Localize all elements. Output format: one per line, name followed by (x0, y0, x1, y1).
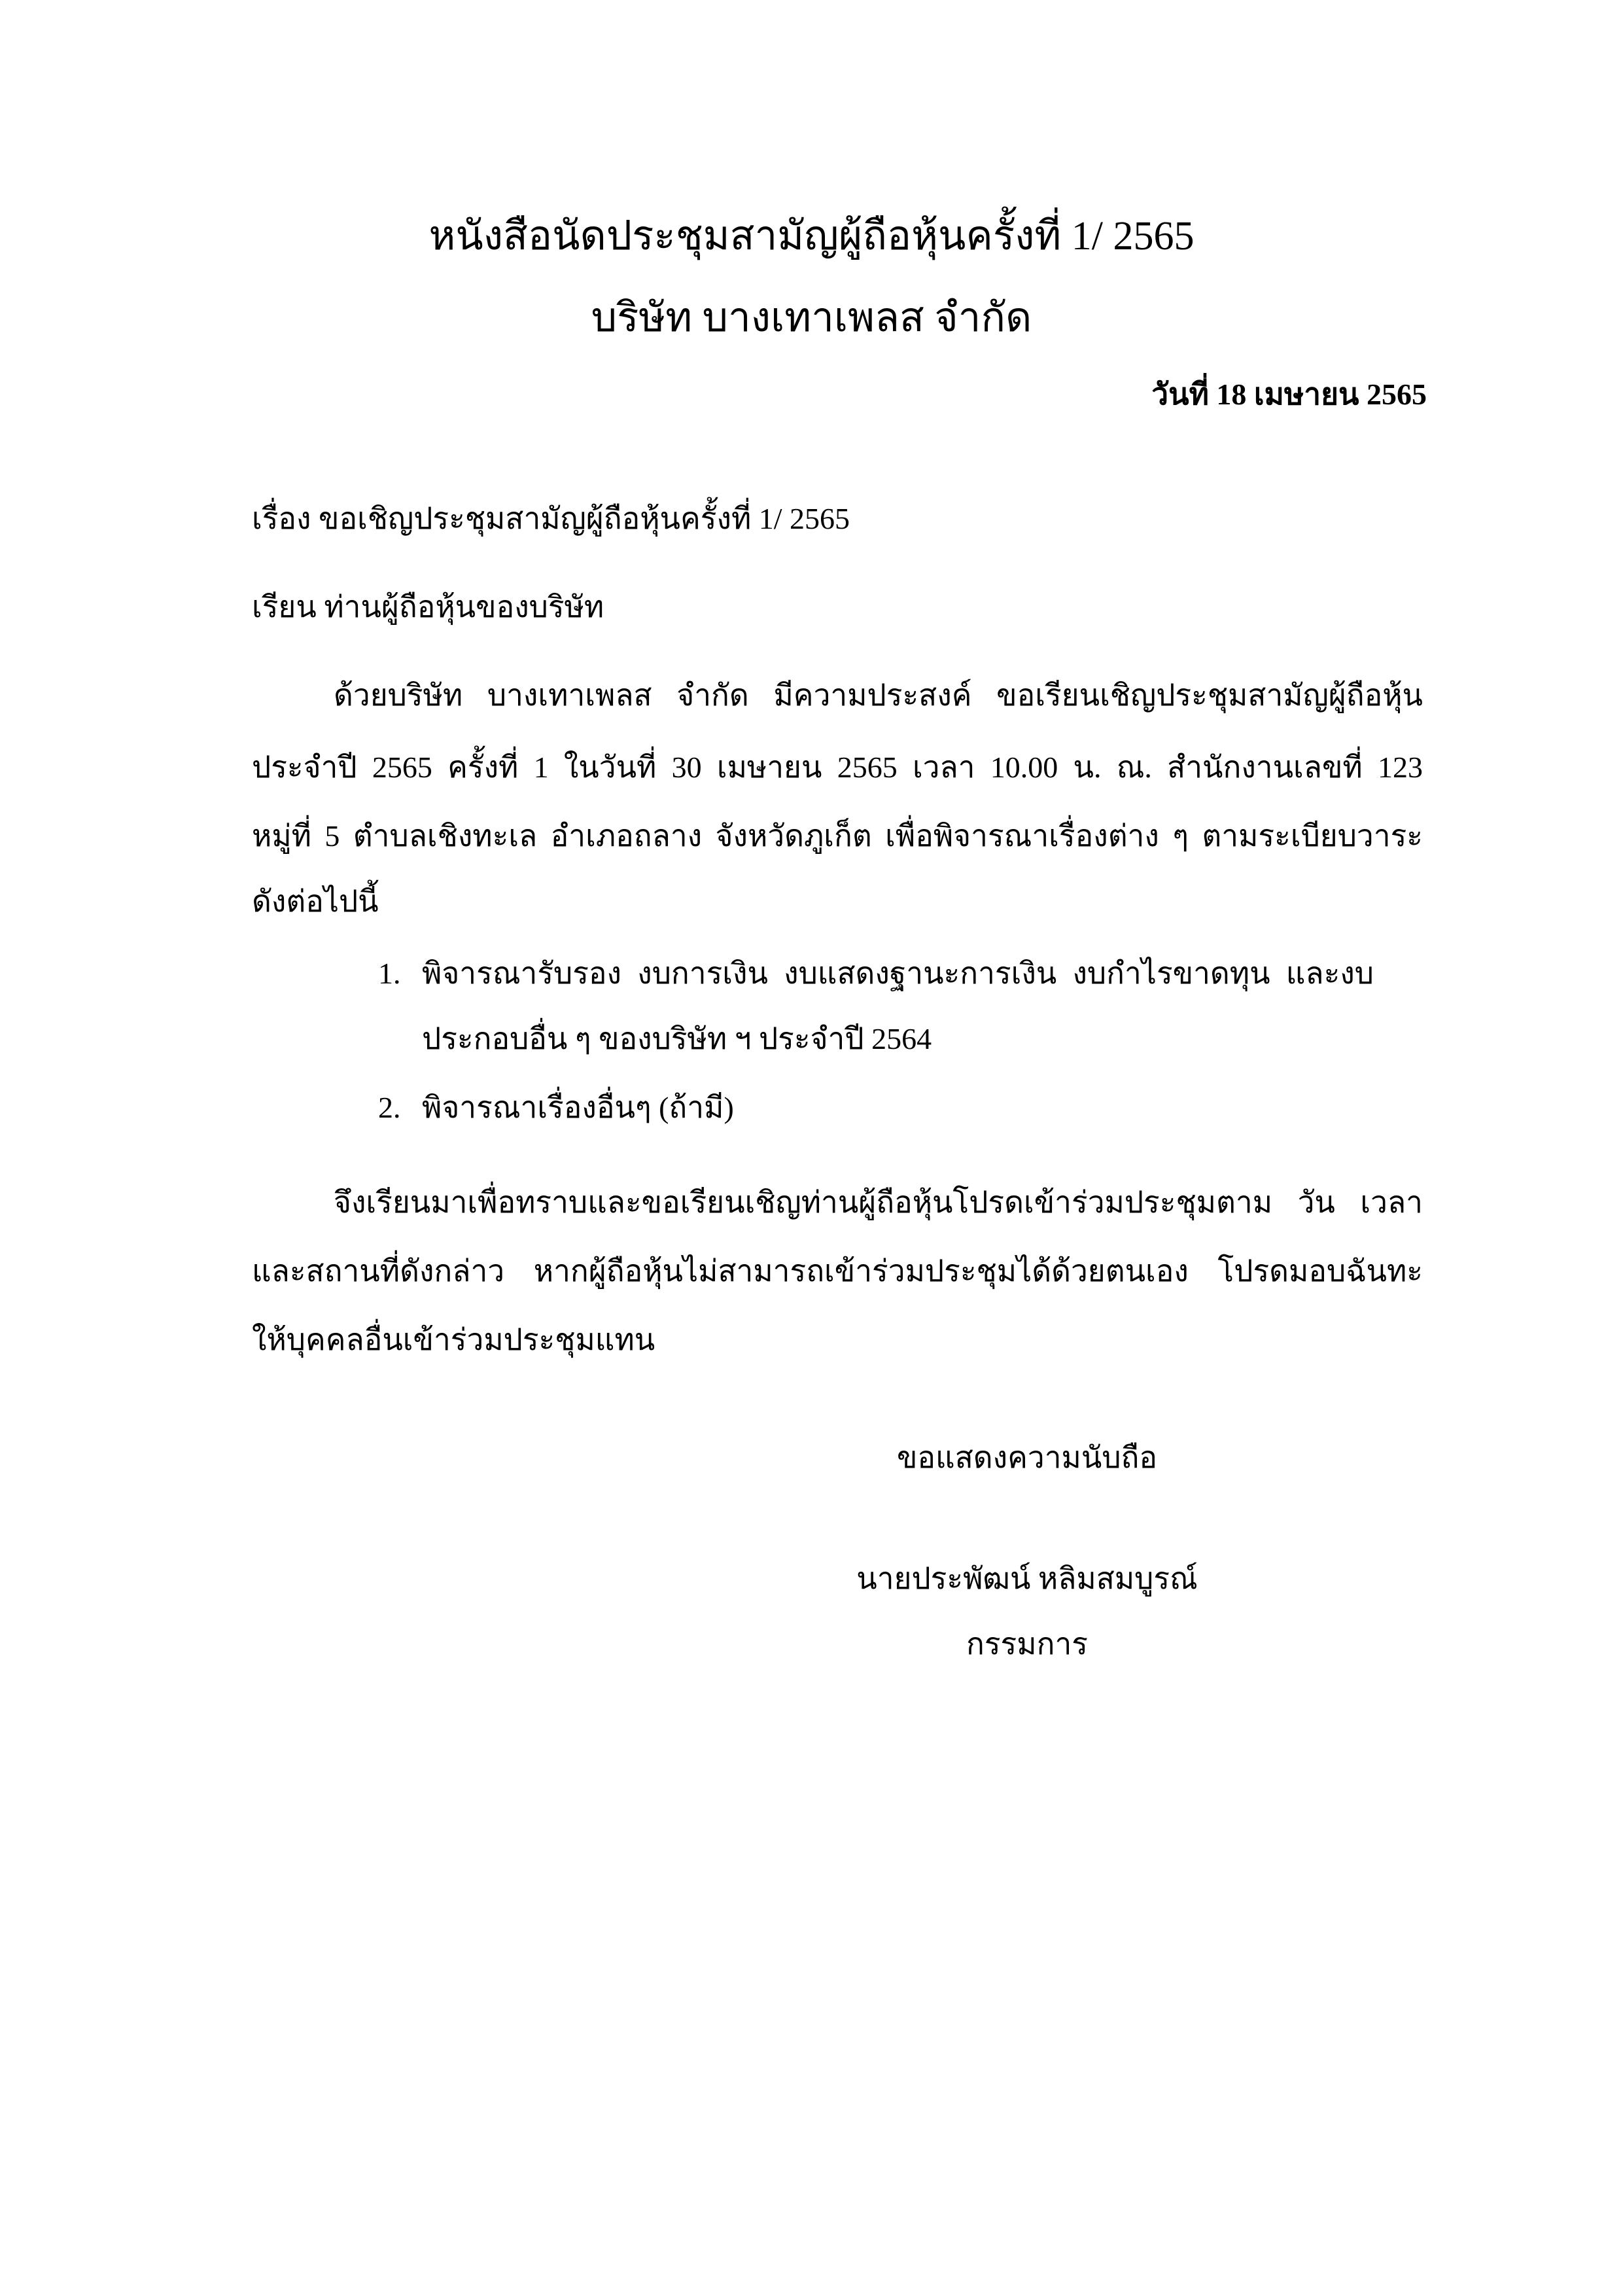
closing-line-1: จึงเรียนมาเพื่อทราบและขอเรียนเชิญท่านผู้ถือหุ้นโปรดเข้าร่วมประชุมตาม วัน เวลา (334, 1186, 1423, 1219)
company-name: บริษัท บางเทาเพลส จำกัด (591, 296, 1032, 340)
recipient-line: เรียน ท่านผู้ถือหุ้นของบริษัท (252, 590, 604, 624)
closing-line-3: ให้บุคคลอื่นเข้าร่วมประชุมแทน (252, 1323, 655, 1356)
agenda-item-text-line-1: พิจารณาเรื่องอื่นๆ (ถ้ามี) (422, 1091, 734, 1124)
closing-line-2: และสถานที่ดังกล่าว หากผู้ถือหุ้นไม่สามารถเข้าร่วมประชุมได้ด้วยตนเอง โปรดมอบฉันทะ (252, 1254, 1423, 1288)
intro-line-2: ประจำปี 2565 ครั้งที่ 1 ในวันที่ 30 เมษายน 2565 เวลา 10.00 น. ณ. สำนักงานเลขที่ 123 (252, 751, 1423, 784)
intro-line-1: ด้วยบริษัท บางเทาเพลส จำกัด มีความประสงค์ ขอเรียนเชิญประชุมสามัญผู้ถือหุ้น (334, 679, 1423, 712)
intro-line-3: หมู่ที่ 5 ตำบลเชิงทะเล อำเภอถลาง จังหวัดภูเก็ต เพื่อพิจารณาเรื่องต่าง ๆ ตามระเบียบวาระ (252, 819, 1423, 853)
document-date: วันที่ 18 เมษายน 2565 (1151, 378, 1427, 411)
signatory-position: กรรมการ (966, 1627, 1088, 1661)
intro-line-4: ดังต่อไปนี้ (252, 885, 379, 918)
agenda-item-text-line-1: พิจารณารับรอง งบการเงิน งบแสดงฐานะการเงิน งบกำไรขาดทุน และงบ (422, 957, 1374, 990)
agenda-item-number: 2. (378, 1091, 401, 1124)
agenda-item-number: 1. (378, 957, 401, 990)
signatory-name: นายประพัฒน์ หลิมสมบูรณ์ (856, 1562, 1198, 1595)
signature-salutation: ขอแสดงความนับถือ (896, 1441, 1157, 1474)
document-title: หนังสือนัดประชุมสามัญผู้ถือหุ้นครั้งที่ 1/ 2565 (428, 214, 1195, 258)
subject-line: เรื่อง ขอเชิญประชุมสามัญผู้ถือหุ้นครั้งที่ 1/ 2565 (252, 502, 850, 535)
agenda-item-text-line-2: ประกอบอื่น ๆ ของบริษัท ฯ ประจำปี 2564 (422, 1022, 932, 1055)
